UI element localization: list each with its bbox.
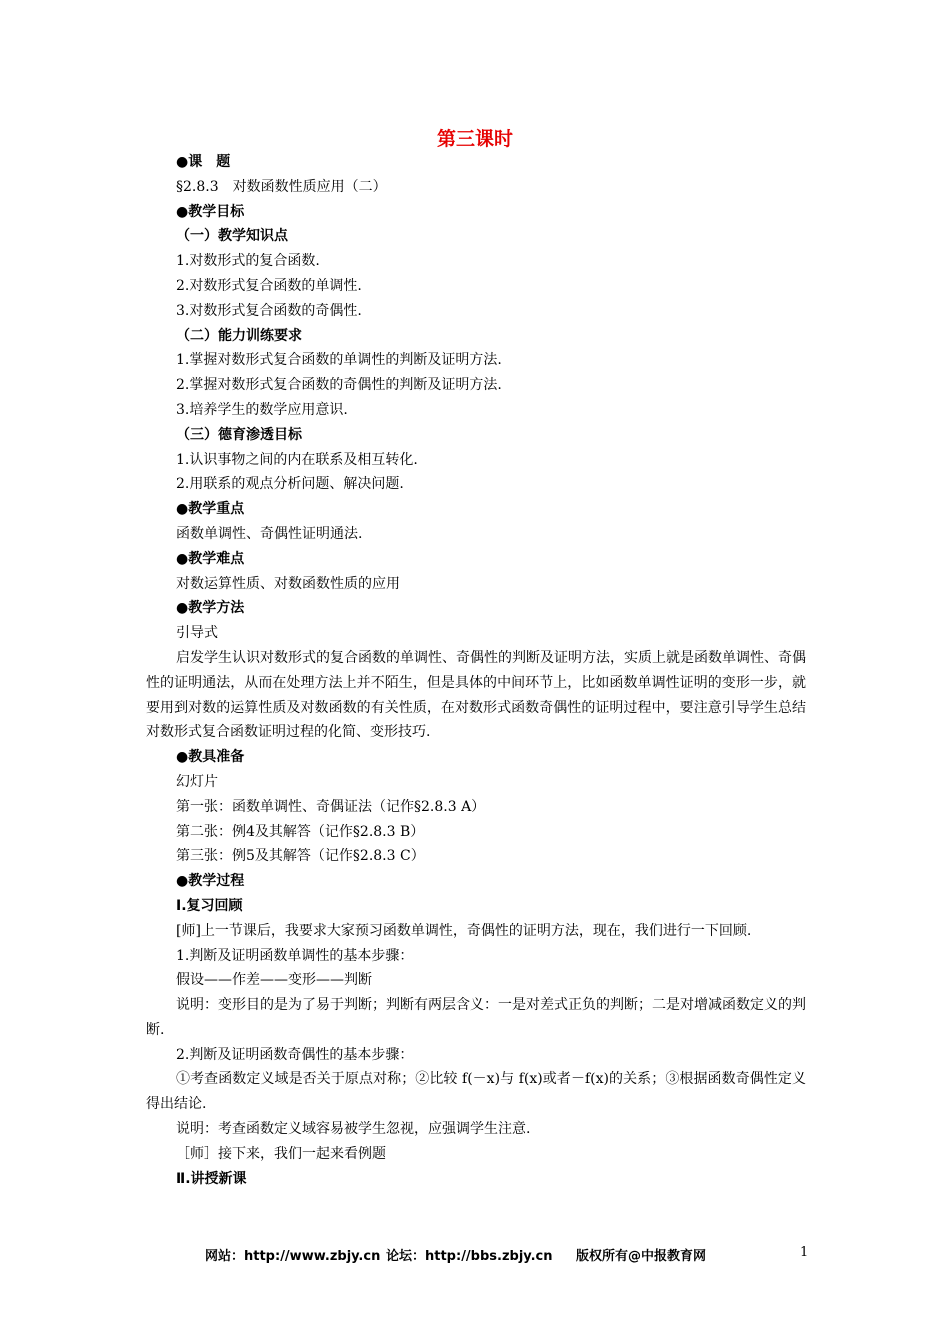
page-number: 1	[800, 1245, 809, 1260]
section-heading: ●教学过程	[176, 873, 245, 890]
section-heading: ●教具准备	[176, 749, 245, 766]
text-line: 2.掌握对数形式复合函数的奇偶性的判断及证明方法.	[176, 377, 502, 394]
text-line: 对数运算性质、对数函数性质的应用	[176, 575, 400, 592]
text-line: 1.判断及证明函数单调性的基本步骤：	[176, 947, 414, 964]
paragraph: ①考查函数定义域是否关于原点对称；②比较 f(－x)与 f(x)或者－f(x)的关系；③根据函数奇偶性定义得出结论.	[146, 1071, 806, 1113]
text-line: 2.判断及证明函数奇偶性的基本步骤：	[176, 1046, 414, 1063]
section-heading: ●课 题	[176, 154, 231, 170]
text-line: 2.用联系的观点分析问题、解决问题.	[176, 476, 404, 493]
section-heading: ●教学重点	[176, 501, 245, 518]
text-line: 假设——作差——变形——判断	[176, 972, 372, 989]
document-body	[146, 150, 806, 1191]
text-line: 1.认识事物之间的内在联系及相互转化.	[176, 451, 418, 468]
text-line: 第二张：例4及其解答（记作§2.8.3 B）	[176, 823, 425, 840]
section-heading: Ⅰ.复习回顾	[176, 897, 243, 914]
section-heading: （二）能力训练要求	[176, 327, 302, 344]
text-line: 幻灯片	[176, 773, 218, 790]
footer-forum: 论坛：http://bbs.zbjy.cn	[386, 1249, 553, 1264]
section-heading: （一）教学知识点	[176, 228, 288, 245]
text-line: ［师］接下来，我们一起来看例题	[176, 1145, 386, 1162]
paragraph: 启发学生认识对数形式的复合函数的单调性、奇偶性的判断及证明方法，实质上就是函数单调性、奇偶性的证明通法，从而在处理方法上并不陌生，但是具体的中间环节上，比如函数单调性证明的变形一步，就要用到对数的运算性质及对数函数的有关性质，在对数形式函数奇偶性的证明过程中，要注意引导学生总结对数形式复合函数证明过程的化简、变形技巧.	[146, 649, 806, 741]
page-title: 第三课时	[436, 128, 513, 150]
text-line: 第一张：函数单调性、奇偶证法（记作§2.8.3 A）	[176, 798, 486, 815]
text-line: §2.8.3 对数函数性质应用（二）	[176, 178, 387, 195]
section-heading: Ⅱ.讲授新课	[176, 1170, 247, 1187]
text-line: 3.培养学生的数学应用意识.	[176, 401, 348, 418]
section-heading: ●教学方法	[176, 600, 245, 617]
text-line: 1.掌握对数形式复合函数的单调性的判断及证明方法.	[176, 352, 502, 369]
text-line: 引导式	[176, 625, 218, 642]
text-line: 说明：考查函数定义域容易被学生忽视，应强调学生注意.	[176, 1121, 531, 1138]
text-line: 3.对数形式复合函数的奇偶性.	[176, 302, 362, 319]
text-line: 1.对数形式的复合函数.	[176, 253, 320, 270]
paragraph: [师]上一节课后，我要求大家预习函数单调性，奇偶性的证明方法，现在，我们进行一下回顾.	[176, 922, 752, 939]
text-line: 2.对数形式复合函数的单调性.	[176, 277, 362, 294]
text-line: 第三张：例5及其解答（记作§2.8.3 C）	[176, 848, 425, 865]
section-heading: ●教学难点	[176, 550, 245, 567]
section-heading: ●教学目标	[176, 203, 245, 220]
footer-site: 网站：http://www.zbjy.cn	[205, 1249, 381, 1264]
text-line: 函数单调性、奇偶性证明通法.	[176, 525, 363, 542]
footer-copyright: 版权所有@中报教育网	[576, 1249, 707, 1264]
paragraph: 说明：变形目的是为了易于判断；判断有两层含义：一是对差式正负的判断；二是对增减函数定义的判断.	[146, 997, 806, 1038]
section-heading: （三）德育渗透目标	[176, 426, 302, 443]
